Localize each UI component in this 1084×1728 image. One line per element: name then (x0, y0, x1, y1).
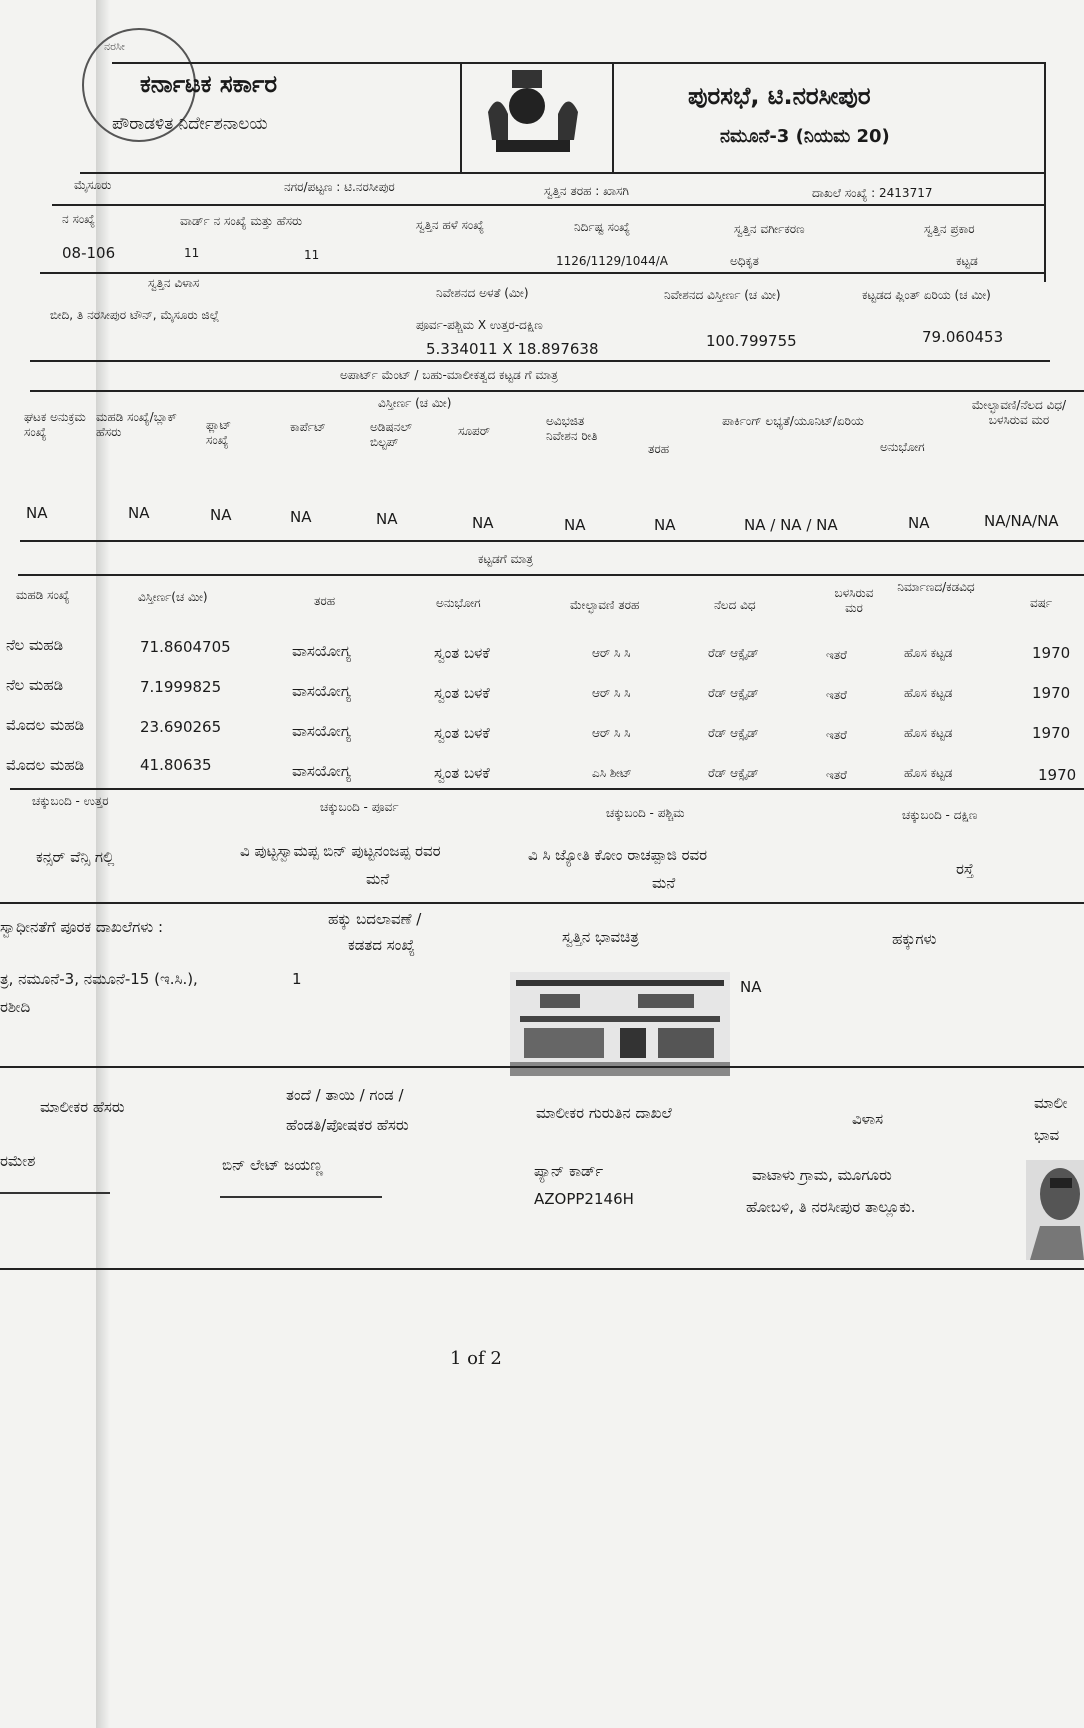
rule (0, 1066, 1084, 1068)
rule (612, 62, 614, 172)
bldg-col-header: ತರಹ (314, 594, 336, 608)
boundary-north-label: ಚಕ್ಕುಬಂದಿ - ಉತ್ತರ (32, 794, 109, 808)
owner-photo-label: ಮಾಲೀ (1034, 1094, 1068, 1112)
rule (20, 540, 1084, 542)
owner-address: ವಾಟಾಳು ಗ್ರಾಮ, ಮೂಗೂರು (752, 1166, 892, 1184)
property-type-label: ಸ್ವತ್ತಿನ ತರಹ : ಖಾಸಗಿ (544, 184, 629, 198)
bldg-col-header: ನಿರ್ಮಾಣದ/ಕಡವಿಧ (897, 580, 975, 594)
apt-cell: NA (210, 506, 232, 524)
dimension-axes: ಪೂರ್ವ-ಪಶ್ಚಿಮ X ಉತ್ತರ-ದಕ್ಷಿಣ (416, 318, 543, 332)
bldg-col-header: ನೆಲದ ವಿಧ (714, 598, 756, 612)
plinth-area-value: 79.060453 (922, 328, 1004, 346)
dimension-value: 5.334011 X 18.897638 (426, 340, 599, 358)
documents-label: ಸ್ವಾಧೀನತೆಗೆ ಪೂರಕ ದಾಖಲೆಗಳು : (0, 918, 164, 936)
apartment-section-title: ಅಪಾರ್ಟ್ ಮೆಂಟ್ / ಬಹು-ಮಾಲೀಕತ್ವದ ಕಟ್ಟಡ ಗೆ ಮಾತ್ರ (340, 368, 558, 382)
rule (0, 902, 1084, 904)
owner-name-label: ಮಾಲೀಕರ ಹೆಸರು (40, 1098, 125, 1116)
photo-label: ಸ್ವತ್ತಿನ ಭಾವಚಿತ್ರ (562, 928, 639, 946)
parent-label-2: ಹೆಂಡತಿ/ಪೋಷಕರ ಹೆಸರು (286, 1116, 409, 1134)
apt-col-header: ತರಹ (648, 442, 670, 456)
rule (30, 360, 1050, 362)
apt-cell: NA (290, 508, 312, 526)
boundary-east: ವಿ ಪುಟ್ಟಸ್ವಾಮಪ್ಪ ಬಿನ್ ಪುಟ್ಟನಂಜಪ್ಪ ರವರ (240, 842, 441, 860)
apt-col-header: ಫ್ಲಾಟ್ ಸಂಖ್ಯೆ (206, 418, 232, 447)
year-cell: 1970 (1032, 684, 1071, 702)
type-cell: ವಾಸಯೋಗ್ಯ (292, 682, 352, 700)
owner-photo-label-2: ಭಾವ (1034, 1126, 1060, 1144)
wood-cell: ಇತರೆ (826, 648, 847, 662)
town-label: ನಗರ/ಪಟ್ಟಣ : ಟಿ.ನರಸೀಪುರ (284, 180, 395, 194)
apt-col-header: ಅಡಿಷನಲ್ ಬಿಲ್ಟಪ್ (370, 420, 412, 449)
owner-address-2: ಹೋಬಳಿ, ತಿ ನರಸೀಪುರ ತಾಲ್ಲೂಕು. (746, 1198, 916, 1216)
municipality-title: ಪುರಸಭೆ, ಟಿ.ನರಸೀಪುರ (688, 82, 871, 110)
usage-cell: ಸ್ವಂತ ಬಳಕೆ (434, 724, 490, 742)
floor-cell: ಮೊದಲ ಮಹಡಿ (6, 756, 85, 774)
construction-cell: ಹೊಸ ಕಟ್ಟಡ (904, 686, 953, 700)
floor-cell: ನೆಲ ಮಹಡಿ (6, 676, 64, 694)
owner-address-label: ವಿಳಾಸ (852, 1110, 884, 1128)
directorate-title: ಪೌರಾಡಳಿತ ನಿರ್ದೇಶನಾಲಯ (112, 114, 268, 134)
col-header: ವಾರ್ಡ್ ನ ಸಂಖ್ಯೆ ಮತ್ತು ಹೆಸರು (180, 214, 303, 228)
year-cell: 1970 (1032, 644, 1071, 662)
plinth-area-label: ಕಟ್ಟಡದ ಪ್ಲಿಂತ್ ಏರಿಯ (ಚ ಮೀ) (862, 288, 991, 302)
seal-text: ನರಸೀ (104, 40, 125, 53)
apt-cell: NA / NA / NA (744, 516, 838, 534)
boundary-north: ಕನ್ಸರ್ ವೆನ್ಸಿ ಗಲ್ಲಿ (36, 848, 115, 866)
khata-label: ಹಕ್ಕು ಬದಲಾವಣೆ / (328, 910, 422, 928)
owner-id-label: ಮಾಲೀಕರ ಗುರುತಿನ ದಾಖಲೆ (536, 1104, 672, 1122)
bldg-col-header: ಬಳಸಿರುವ ಮರ (834, 586, 874, 615)
apt-cell: NA (376, 510, 398, 528)
owner-parent: ಬಿನ್ ಲೇಟ್ ಜಯಣ್ಣ (222, 1156, 324, 1174)
apt-cell: NA (26, 504, 48, 522)
type-cell: ವಾಸಯೋಗ್ಯ (292, 762, 352, 780)
year-cell: 1970 (1032, 724, 1071, 742)
owner-id-type: ಪ್ಯಾನ್ ಕಾರ್ಡ್ (534, 1162, 604, 1180)
area-group-header: ವಿಸ್ತೀರ್ಣ (ಚ ಮೀ) (378, 396, 452, 410)
col-header: ನ ಸಂಖ್ಯೆ (62, 212, 96, 226)
wood-cell: ಇತರೆ (826, 768, 847, 782)
rule (460, 62, 462, 172)
bldg-col-header: ವಿಸ್ತೀರ್ಣ(ಚ ಮೀ) (138, 590, 208, 604)
signature-line (0, 1192, 110, 1194)
boundary-west-label: ಚಕ್ಕುಬಂದಿ - ಪಶ್ಚಿಮ (606, 806, 685, 820)
ward-number: 11 (184, 246, 200, 260)
supporting-docs-2: ರಶೀದಿ (0, 998, 31, 1016)
specific-number: 1126/1129/1044/A (556, 254, 668, 268)
apt-cell: NA/NA/NA (984, 512, 1059, 530)
apt-col-header: ಘಟಕ ಅನುಕ್ರಮ ಸಂಖ್ಯೆ (24, 410, 86, 439)
roof-cell: ಆರ್ ಸಿ ಸಿ (592, 686, 631, 700)
construction-cell: ಹೊಸ ಕಟ್ಟಡ (904, 726, 953, 740)
bldg-col-header: ಮೇಲ್ಛಾವಣಿ ತರಹ (570, 598, 640, 612)
roof-cell: ಆರ್ ಸಿ ಸಿ (592, 726, 631, 740)
usage-cell: ಸ್ವಂತ ಬಳಕೆ (434, 684, 490, 702)
apt-cell: NA (908, 514, 930, 532)
boundary-west-2: ಮನೆ (652, 874, 676, 892)
rule (80, 172, 1044, 174)
col-header: ಸ್ವತ್ತಿನ ವರ್ಗೀಕರಣ (734, 222, 805, 236)
rule (18, 574, 1084, 576)
area-cell: 71.8604705 (140, 638, 231, 656)
apt-cell: NA (128, 504, 150, 522)
page-number: 1 of 2 (450, 1348, 502, 1369)
property-address: ಬೀದಿ, ತಿ ನರಸೀಪುರ ಟೌನ್, ಮೈಸೂರು ಜಿಲ್ಲೆ (50, 308, 220, 322)
apt-col-header: ಪಾರ್ಕಿಂಗ್ ಲಭ್ಯತೆ/ಯೂನಿಟ್/ಏರಿಯ (722, 414, 864, 428)
site-area-value: 100.799755 (706, 332, 797, 350)
construction-cell: ಹೊಸ ಕಟ್ಟಡ (904, 646, 953, 660)
year-cell: 1970 (1038, 766, 1077, 784)
col-header: ಸ್ವತ್ತಿನ ಹಳೆ ಸಂಖ್ಯೆ (416, 218, 485, 232)
owner-name: ರಮೇಶ (0, 1152, 36, 1170)
address-label: ಸ್ವತ್ತಿನ ವಿಳಾಸ (148, 276, 200, 290)
type-cell: ವಾಸಯೋಗ್ಯ (292, 642, 352, 660)
wood-cell: ಇತರೆ (826, 728, 847, 742)
bldg-col-header: ವರ್ಷ (1030, 596, 1053, 610)
apt-cell: NA (564, 516, 586, 534)
rule (0, 1268, 1084, 1270)
building-section-title: ಕಟ್ಟಡಗೆ ಮಾತ್ರ (478, 552, 534, 566)
state-emblem-icon (478, 70, 588, 156)
signature-line (220, 1196, 382, 1198)
apt-col-header: ಅನುಭೋಗ (880, 440, 925, 454)
floor-type-cell: ರೆಡ್ ಆಕ್ಸೈಡ್ (708, 726, 759, 740)
construction-cell: ಹೊಸ ಕಟ್ಟಡ (904, 766, 953, 780)
owner-id-number: AZOPP2146H (534, 1190, 634, 1208)
rights-value: NA (740, 978, 762, 996)
bldg-col-header: ಮಹಡಿ ಸಂಖ್ಯೆ (16, 588, 70, 602)
apt-col-header: ಮಹಡಿ ಸಂಖ್ಯೆ/ಬ್ಲಾಕ್ ಹೆಸರು (96, 410, 177, 439)
floor-type-cell: ರೆಡ್ ಆಕ್ಸೈಡ್ (708, 766, 759, 780)
dimension-label: ನಿವೇಶನದ ಅಳತೆ (ಮೀ) (436, 286, 529, 300)
rule (1044, 62, 1046, 282)
type-cell: ವಾಸಯೋಗ್ಯ (292, 722, 352, 740)
parent-label: ತಂದೆ / ತಾಯಿ / ಗಂಡ / (286, 1086, 404, 1104)
rights-label: ಹಕ್ಕುಗಳು (892, 930, 937, 948)
entry-number-label: ದಾಖಲೆ ಸಂಖ್ಯೆ : 2413717 (812, 186, 933, 200)
apt-col-header: ಸೂಪರ್ (458, 424, 490, 438)
col-header: ನಿರ್ದಿಷ್ಟ ಸಂಖ್ಯೆ (574, 220, 631, 234)
rule (112, 62, 1044, 64)
floor-type-cell: ರೆಡ್ ಆಕ್ಸೈಡ್ (708, 686, 759, 700)
floor-cell: ಮೊದಲ ಮಹಡಿ (6, 716, 85, 734)
bldg-col-header: ಅನುಭೋಗ (436, 596, 481, 610)
col-header: ಸ್ವತ್ತಿನ ಪ್ರಕಾರ (924, 222, 975, 236)
rule (40, 272, 1044, 274)
old-property-number: 11 (304, 248, 320, 262)
area-cell: 7.1999825 (140, 678, 222, 696)
rule (52, 204, 1044, 206)
area-cell: 41.80635 (140, 756, 212, 774)
usage-cell: ಸ್ವಂತ ಬಳಕೆ (434, 764, 490, 782)
floor-type-cell: ರೆಡ್ ಆಕ್ಸೈಡ್ (708, 646, 759, 660)
property-number: 08-106 (62, 244, 116, 262)
khata-number: 1 (292, 970, 302, 988)
apt-col-header: ಅವಿಭಜಿತ ನಿವೇಶನ ರೀತಿ (546, 414, 598, 443)
govt-title: ಕರ್ನಾಟಕ ಸರ್ಕಾರ (140, 70, 278, 98)
supporting-docs: ತ್ರ, ನಮೂನೆ-3, ನಮೂನೆ-15 (ಇ.ಸಿ.), (0, 970, 198, 988)
property-photo (510, 972, 730, 1076)
khata-label-2: ಕಡತದ ಸಂಖ್ಯೆ (348, 936, 415, 954)
wood-cell: ಇತರೆ (826, 688, 847, 702)
rule (30, 390, 1084, 392)
roof-cell: ಎಸಿ ಶೀಟ್ (592, 766, 632, 780)
boundary-south: ರಸ್ತೆ (956, 860, 974, 878)
rule (10, 788, 1084, 790)
area-cell: 23.690265 (140, 718, 222, 736)
roof-cell: ಆರ್ ಸಿ ಸಿ (592, 646, 631, 660)
boundary-east-2: ಮನೆ (366, 870, 390, 888)
form-title: ನಮೂನೆ-3 (ನಿಯಮ 20) (720, 126, 890, 147)
usage-cell: ಸ್ವಂತ ಬಳಕೆ (434, 644, 490, 662)
property-kind: ಕಟ್ಟಡ (956, 254, 978, 268)
boundary-south-label: ಚಕ್ಕುಬಂದಿ - ದಕ್ಷಿಣ (902, 808, 978, 822)
owner-photo (1026, 1160, 1084, 1260)
site-area-label: ನಿವೇಶನದ ವಿಸ್ತೀರ್ಣ (ಚ ಮೀ) (664, 288, 781, 302)
apt-cell: NA (472, 514, 494, 532)
property-classification: ಅಧಿಕೃತ (730, 254, 759, 268)
boundary-east-label: ಚಕ್ಕುಬಂದಿ - ಪೂರ್ವ (320, 800, 399, 814)
boundary-west: ವಿ ಸಿ ಜ್ಯೋತಿ ಕೋಂ ರಾಚಪ್ಪಾಜಿ ರವರ (528, 846, 708, 864)
apt-cell: NA (654, 516, 676, 534)
district: ಮೈಸೂರು (74, 178, 112, 192)
floor-cell: ನೆಲ ಮಹಡಿ (6, 636, 64, 654)
apt-col-header: ಮೇಲ್ಛಾವಣಿ/ನೆಲದ ವಿಧ/ಬಳಸಿರುವ ಮರ (971, 398, 1067, 427)
apt-col-header: ಕಾರ್ಪೆಟ್ (290, 420, 326, 434)
